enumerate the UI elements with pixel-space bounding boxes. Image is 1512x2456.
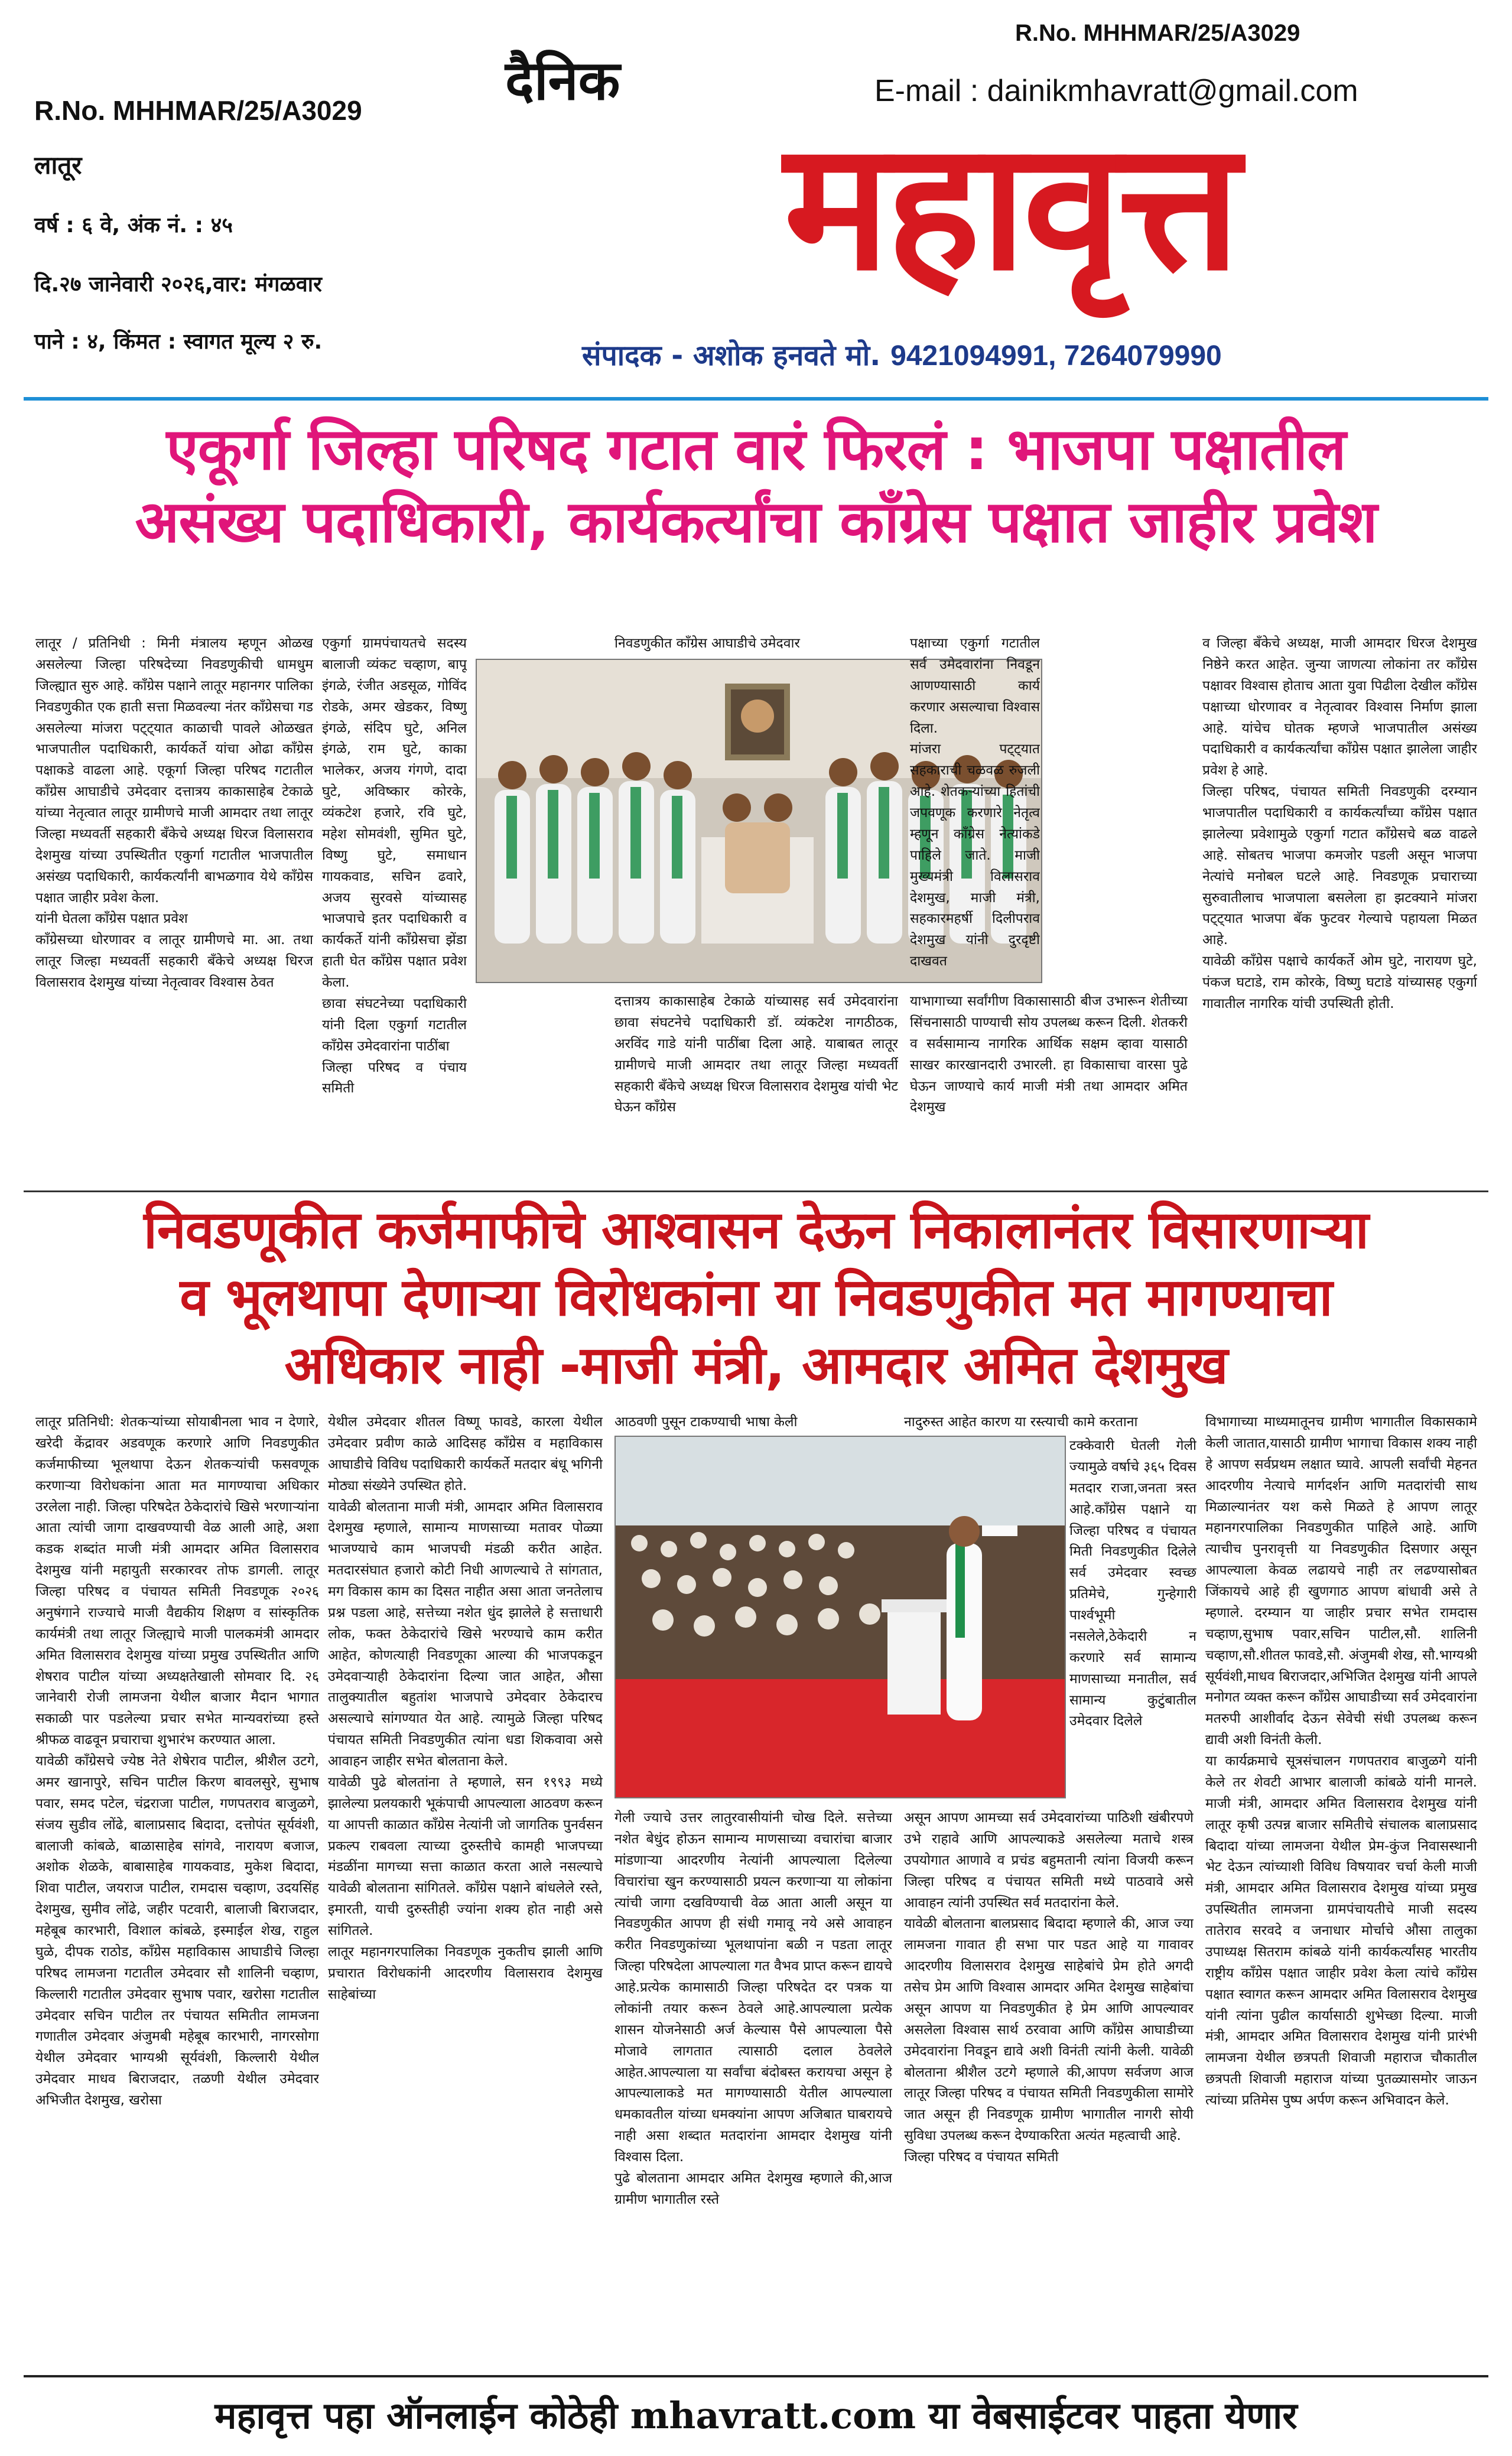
story2-column-4-top: नादुरुस्त आहेत कारण या रस्त्याची कामे करताना: [904, 1414, 1138, 1430]
rally-photo-illustration: [616, 1437, 1065, 1797]
story-divider: [24, 1190, 1488, 1192]
story1-column-3: दत्तात्रय काकासाहेब टेकाळे यांच्यासह सर्व उमेदवारांना छावा संघटनेचे पदाधिकारी डॉ. व्यंकटेश नागठीठक, अरविंद गाडे यांनी पाठींबा दिला आहे. याबाबत लातूर ग्रामीणचे माजी आमदार तथा लातूर जिल्हा मध्यवर्ती सहकारी बँकेचे अध्यक्ष धिरज विलासराव देशमुख यांची भेट घेऊन काँग्रेस: [614, 994, 898, 1115]
story2-headline-line3: अधिकार नाही -माजी मंत्री, आमदार अमित देशमुख: [284, 1334, 1228, 1395]
footer-website-banner: महावृत्त पहा ऑनलाईन कोठेही mhavratt.com या वेबसाईटवर पाहता येणार: [214, 2394, 1298, 2437]
story2-column-1: लातूर प्रतिनिधी: शेतकऱ्यांच्या सोयाबीनला भाव न देणारे, खरेदी केंद्रावर अडवणूक करणारे आणि निवडणुकीत कर्जमाफीच्या भूलथापा देऊन शेतकऱ्यांची फसवणूक करणाऱ्या विरोधकांना आता मत मागण्याचा अधिकार उरलेला नाही. जिल्हा परिषदेत ठेकेदारांचे खिसे भरणाऱ्यांना आता त्यांची जागा दाखवण्याची वेळ आली आहे, अशा कडक शब्दांत माजी मंत्री आमदार अमित विलासराव देशमुख यांनी महायुती सरकारवर तोफ डागली. लातूर जिल्हा परिषद व पंचायत समिती निवडणूक २०२६ अनुषंगाने राज्याचे माजी वैद्यकीय शिक्षण व सांस्कृतिक कार्यमंत्री तथा लातूर जिल्ह्याचे माजी पालकमंत्री आमदार अमित विलासराव देशमुख यांच्या प्रमुख उपस्थितीत आणि शेषराव पाटील यांच्या अध्यक्षतेखाली सोमवार दि. २६ जानेवारी रोजी लामजना येथील बाजार मैदान भागात सकाळी पार पडलेल्या प्रचार सभेत मान्यवरांच्या हस्ते श्रीफळ वाढवून प्रचाराचा शुभारंभ करण्यात आला. यावेळी काँग्रेसचे ज्येष्ठ नेते शेषेराव पाटील, श्रीशैल उटगे, अमर खानापुरे, सचिन पाटील किरण बावलसुरे, सुभाष पवार, समद पटेल, चंद्रराजा पाटील, गणपतराव बाजुळगे, संजय सुडीव लोंढे, बालाप्रसाद बिदादा, दत्तोपंत सूर्यवंशी, बालाजी कांबळे, बाळासाहेब सांगवे, नारायण बजाज, अशोक शेळके, बाबासाहेब गायकवाड, मुकेश बिदादा, शिवा पाटील, जयराज पाटील, रामदास चव्हाण, उदयसिंह देशमुख, सुमीव लोंढे, जहीर पटवारी, बालाजी बिराजदार, महेबूब कारभारी, विशाल कांबळे, इस्माईल शेख, राहुल घुळे, दीपक राठोड, काँग्रेस महाविकास आघाडीचे जिल्हा परिषद लामजना गटातील उमेदवार सौ शालिनी चव्हाण, किल्लारी गटातील उमेदवार सुभाष पवार, खरोसा गटातील उमेदवार सचिन पाटील तर पंचायत समितीत लामजना गणातील उमेदवार अंजुमबी महेबूब कारभारी, नागरसोगा येथील उमेदवार भाग्यश्री सूर्यवंशी, किल्लारी येथील उमेदवार माधव बिराजदार, तळणी येथील उमेदवार अभिजीत देशमुख, खरोसा: [35, 1414, 319, 2108]
volume-issue: वर्ष : ६ वे, अंक नं. : ४५: [34, 213, 233, 238]
story2-column-3-top: आठवणी पुसून टाकण्याची भाषा केली: [614, 1414, 798, 1430]
story2-column-5: विभागाच्या माध्यमातूनच ग्रामीण भागातील विकासकामे केली जातात,यासाठी ग्रामीण भागाचा विकास शक्य नाही हे आपण सर्वप्रथम लक्षात घ्यावे. आपली सर्वांची मेहनत आदरणीय नेत्याचे मार्गदर्शन आणि मतदारांची साथ मिळाल्यानंतर यश कसे मिळते हे आपण लातूर महानगरपालिका निवडणुकीत पाहिले आहे. आणि त्याचीच पुनरावृत्ती या निवडणुकीत दिसणार असून आपल्याला केवळ लढायचे नाही तर लढण्यासोबत जिंकायचे आहे ही खुणगाठ आपण बांधावी असे ते म्हणाले. दरम्यान या जाहीर प्रचार सभेत रामदास चव्हाण,सुभाष पवार,सचिन पाटील,सौ. शालिनी चव्हाण,सौ.शीतल फावडे,सौ. अंजुमबी शेख, सौ.भाग्यश्री सूर्यवंशी,माधव बिराजदार,अभिजित देशमुख यांनी आपले मनोगत व्यक्त करून काँग्रेस आघाडीच्या सर्व उमेदवारांना मतरुपी आशीर्वाद देऊन सेवेची संधी उपलब्ध करून द्यावी अशी विनंती केली. या कार्यक्रमाचे सूत्रसंचालन गणपतराव बाजुळगे यांनी केले तर शेवटी आभार बालाजी कांबळे यांनी मानले. माजी मंत्री, आमदार अमित विलासराव देशमुख यांनी लातूर कृषी उत्पन्न बाजार समितीचे संचालक बालाप्रसाद बिदादा यांच्या लामजना येथील प्रेम-कुंज निवासस्थानी भेट देऊन त्यांच्याशी विविध विषयावर चर्चा केली माजी मंत्री, आमदार अमित विलासराव देशमुख यांच्या प्रमुख उपस्थितीत लामजना ग्रामपंचायतीचे माजी सदस्य तातेराव सरवदे व जनाधार मोर्चाचे औसा तालुका उपाध्यक्ष सितराम कांबळे यांनी कार्यकर्त्यांसह भारतीय राष्ट्रीय काँग्रेस पक्षात जाहीर प्रवेश केला त्यांचे काँग्रेस पक्षात स्वागत करून आमदार अमित विलासराव देशमुख यांनी त्यांना पुढील कार्यासाठी शुभेच्छा दिल्या. माजी मंत्री, आमदार अमित विलासराव देशमुख यांनी प्रारंभी लामजना येथील छत्रपती शिवाजी महाराज चौकातील छत्रपती शिवाजी महाराज यांच्या पुतळ्यासमोर जाऊन त्यांच्या प्रतिमेस पुष्प अर्पण करून अभिवादन केले.: [1205, 1414, 1477, 2108]
email-address[interactable]: E-mail : dainikmhavratt@gmail.com: [874, 74, 1358, 108]
story2-headline-line1: निवडणूकीत कर्जमाफीचे आश्वासन देऊन निकालानंतर विसारणाऱ्या: [144, 1199, 1368, 1260]
story2-column-3: गेली ज्याचे उत्तर लातुरवासीयांनी चोख दिले. सत्तेच्या नशेत बेधुंद होऊन सामान्य माणसाच्या वचारांचा बाजार मांडणाऱ्या आदरणीय नेत्यांनी आपल्याला दिलेल्या विचारांचा खुन करण्यासाठी प्रयत्न करणाऱ्या या लोकांना त्यांची जागा दखविण्याची वेळ आता आली असून या निवडणुकीत आपण ही संधी गमावू नये असे आवाहन करीत निवडणुकांच्या भूलथापांना बळी न पडता लातूर जिल्हा परिषदेला आपल्याला गत वैभव प्राप्त करून द्यायचे आहे.प्रत्येक कामासाठी जिल्हा परिषदेत दर पत्रक या लोकांनी तयार करून ठेवले आहे.आपल्याला प्रत्येक शासन योजनेसाठी अर्ज केल्यास पैसे आपल्याला पैसे मोजावे लागतात त्यासाठी दलाल ठेवलेले आहेत.आपल्याला या सर्वांचा बंदोबस्त करायचा असून हे आपल्यालाकडे मत मागण्यासाठी येतील आपल्याला धमकावतील यांच्या धमक्यांना आपण अजिबात घाबरायचे नाही असा शब्दात मतदारांना आमदार देशमुख यांनी विश्वास दिला. पुढे बोलताना आमदार अमित देशमुख म्हणाले की,आज ग्रामीण भागातील रस्ते: [614, 1810, 892, 2207]
issue-date: दि.२७ जानेवारी २०२६,वार: मंगळवार: [34, 272, 322, 297]
story1-column-2: एकुर्गा ग्रामपंचायतचे सदस्य बालाजी व्यंकट चव्हाण, बापू इंगळे, रंजीत अडसूळ, गोविंद रोडके, अमर खेडकर, विष्णु इंगळे, संदिप घुटे, अनिल इंगळे, राम घुटे, काका भालेकर, अजय गंगणे, दादा घुटे, अविष्कार कोरके, व्यंकटेश हजारे, रवि घुटे, महेश सोमवंशी, सुमित घुटे, विष्णु घुटे, समाधान गायकवाड, सचिन ढवारे, अजय सुरवसे यांच्यासह भाजपाचे इतर पदाधिकारी व कार्यकर्ते यांनी काँग्रेसचा झेंडा हाती घेत काँग्रेस पक्षात प्रवेश केला. छावा संघटनेच्या पदाधिकारी यांनी दिला एकुर्गा गटातील काँग्रेस उमेदवारांना पाठींबा जिल्हा परिषद व पंचाय समिती: [322, 636, 467, 1097]
story1-column-3-top: निवडणुकीत काँग्रेस आघाडीचे उमेदवार: [614, 636, 800, 651]
footer-divider: [24, 2375, 1488, 2377]
story1-headline-line1: एकूर्गा जिल्हा परिषद गटात वारं फिरलं : भाजपा पक्षातील: [166, 416, 1346, 483]
story1-column-5: व जिल्हा बँकेचे अध्यक्ष, माजी आमदार धिरज देशमुख निष्ठेने करत आहेत. जुन्या जाणत्या लोकांना तर काँग्रेस पक्षावर विश्वास होताच आता युवा पिढीला देखील काँग्रेस पक्षाच्या धोरणावर व नेतृत्वावर विश्वास निर्माण झाला आहे. यांचेच घोतक म्हणजे भाजपातील असंख्य पदाधिकारी व कार्यकर्त्यांचा काँग्रेस पक्षात झालेला जाहीर प्रवेश हे आहे. जिल्हा परिषद, पंचायत समिती निवडणुकी दरम्यान भाजपातील पदाधिकारी व कार्यकर्त्यांच्या काँग्रेस पक्षात झालेल्या प्रवेशामुळे एकुर्गा गटात काँग्रेसचे बळ वाढले आहे. सोबतच भाजपा कमजोर पडली असून भाजपा नेत्यांचे मनोबल घटले आहे. निवडणूक प्रचाराच्या सुरुवातीलाच भाजपाला बसलेला हा झटक्याने मांजरा पट्ट्यात भाजपा बॅक फुटवर गेल्याचे पहायला मिळत आहे. यावेळी काँग्रेस पक्षाचे कार्यकर्ते ओम घुटे, नारायण घुटे, पंकज घटाडे, राम कोरके, विष्णु घटाडे यांच्यासह एकुर्गा गावातील नागरिक यांची उपस्थिती होती.: [1202, 636, 1477, 1011]
masthead-divider: [24, 397, 1488, 401]
story2-column-2: येथील उमेदवार शीतल विष्णू फावडे, कारला येथील उमेदवार प्रवीण काळे आदिसह काँग्रेस व महाविकास आघाडीचे विविध पदाधिकारी कार्यकर्ते मतदार बंधू भगिनी मोठ्या संख्येने उपस्थित होते. यावेळी बोलताना माजी मंत्री, आमदार अमित विलासराव देशमुख म्हणाले, सामान्य माणसाच्या मतावर पोळ्या भाजण्याचे काम भाजपची मंडळी करीत आहेत. मतदारसंघात हजारो कोटी निधी आणल्याचे ते सांगतात, मग विकास काम का दिसत नाहीत असा आता जनतेलाच प्रश्न पडला आहे, सत्तेच्या नशेत धुंद झालेले हे सत्ताधारी लोक, फक्त ठेकेदारांचे खिसे भरण्याचे काम करीत आहेत, कोणत्याही निवडणूका आल्या की भाजपकडून उमेदवाऱ्याही ठेकेदारांना दिल्या जात आहेत, औसा तालुक्यातील बहुतांश भाजपाचे उमेदवार ठेकेदारच असल्याचे सांगण्यात येत आहे. त्यामुळे जिल्हा परिषद पंचायत समिती निवडणुकीत त्यांना धडा शिकवावा असे आवाहन जाहीर सभेत बोलताना केले. यावेळी पुढे बोलतांना ते म्हणाले, सन १९९३ मध्ये झालेल्या प्रलयकारी भूकंपाची आपल्याला आठवण करून या आपत्ती काळात काँग्रेस नेत्यांनी जो जागतिक पुनर्वसन प्रकल्प राबवला त्याच्या दुरुस्तीचे कामही भाजपच्या मंडळींना मागच्या सत्ता काळात करता आले नसल्याचे यावेळी बोलताना सांगितले. काँग्रेस पक्षाने बांधलेले रस्ते, इमारती, याची दुरुस्तीही ज्यांना शक्य होत नाही असे सांगितले. लातूर महानगरपालिका निवडणूक नुकतीच झाली आणि प्रचारात विरोधकांनी आदरणीय विलासराव देशमुख साहेबांच्या: [328, 1414, 603, 2002]
dainik-label: दैनिक: [505, 49, 620, 112]
story1-column-4-bottom: याभागाच्या सर्वांगीण विकासासाठी बीज उभारून शेतीच्या सिंचनासाठी पाण्याची सोय उपलब्ध करून दिली. शेतकरी व सर्वसामान्य नागरिक आर्थिक सक्षम व्हावा यासाठी साखर कारखानदारी उभारली. हा विकासाचा वारसा पुढे घेऊन जाण्याचे कार्य माजी मंत्री तथा आमदार अमित देशमुख: [910, 994, 1188, 1115]
story2-rally-photo: [614, 1436, 1066, 1798]
story2-column-4: असून आपण आमच्या सर्व उमेदवारांच्या पाठिशी खंबीरपणे उभे राहावे आणि आपल्याकडे असलेल्या मताचे शस्त्र उपयोगात आणावे व प्रचंड बहुमतानी त्यांना विजयी करून जिल्हा परिषद व पंचायत समिती मध्ये पाठवावे असे आवाहन त्यांनी उपस्थित सर्व मतदारांना केले. यावेळी बोलताना बालप्रसाद बिदादा म्हणाले की, आज ज्या लामजना गावात ही सभा पार पडत आहे या गावावर आदरणीय विलासराव देशमुख साहेबांचे प्रेम होते अगदी तसेच प्रेम आणि विश्वास आमदार अमित देशमुख साहेबांचा असून आपण या निवडणुकीत हे प्रेम आणि आपल्यावर असलेला विश्वास सार्थ ठरवावा आणि काँग्रेस आघाडीच्या उमेदवारांना निवडून द्यावे अशी विनंती त्यांनी केली. यावेळी बोलताना श्रीशैल उटगे म्हणाले की,आपण सर्वजण आज लातूर जिल्हा परिषद व पंचायत समिती निवडणुकीला सामोरे जात असून ही निवडणूक ग्रामीण भागातील नागरी सोयी सुविधा उपलब्ध करून देण्याकरिता अत्यंत महत्वाची आहे. जिल्हा परिषद व पंचायत समिती: [904, 1810, 1194, 2165]
story2-column-4-side: टक्केवारी घेतली गेली ज्यामुळे वर्षाचे ३६५ दिवस मतदार राजा,जनता त्रस्त आहे.काँग्रेस पक्षाने या जिल्हा परिषद व पंचायत मिती निवडणुकीत दिलेले सर्व उमेदवार स्वच्छ प्रतिमेचे, गुन्हेगारी पार्श्वभूमी नसलेले,ठेकेदारी न करणारे सर्व सामान्य माणसाच्या मनातील, सर्व सामान्य कुटुंबातील उमेदवार दिलेले: [1069, 1438, 1196, 1729]
story1-column-1: लातूर / प्रतिनिधी : मिनी मंत्रालय म्हणून ओळख असलेल्या जिल्हा परिषदेच्या निवडणुकीची धामधुम जिल्ह्यात सुरु आहे. काँग्रेस पक्षाने लातूर महानगर पालिका निवडणुकीत एक हाती सत्ता मिळवल्या नंतर काँग्रेसचा गड असलेल्या मांजरा पट्ट्यात काळाची पावले ओळखत भाजपातील पदाधिकारी, कार्यकर्ते यांचा ओढा काँग्रेस पक्षाकडे वाढला आहे. एकूर्गा जिल्हा परिषद गटातील काँग्रेस आघाडीचे उमेदवार दत्तात्रय काकासाहेब टेकाळे यांच्या नेतृत्वात लातूर ग्रामीणचे माजी आमदार तथा लातूर जिल्हा मध्यवर्ती सहकारी बँकेचे अध्यक्ष धिरज विलासराव देशमुख यांच्या उपस्थितीत एकुर्गा गटातील भाजपातील असंख्य पदाधिकारी, कार्यकर्त्यांनी बाभळगाव येथे काँग्रेस पक्षात जाहीर प्रवेश केला. यांनी घेतला काँग्रेस पक्षात प्रवेश काँग्रेसच्या धोरणावर व लातूर ग्रामीणचे मा. आ. तथा लातूर जिल्हा मध्यवर्ती सहकारी बँकेचे अध्यक्ष धिरज विलासराव देशमुख यांच्या नेतृत्वावर विश्वास ठेवत: [35, 636, 313, 990]
story1-headline: [24, 414, 1488, 558]
story1-headline-line2: असंख्य पदाधिकारी, कार्यकर्त्यांचा काँग्रेस पक्षात जाहीर प्रवेश: [135, 488, 1377, 556]
registration-number-top: R.No. MHHMAR/25/A3029: [1015, 20, 1300, 46]
editor-label: संपादक - अशोक हनवते मो.: [582, 339, 881, 372]
pages-price: पाने : ४, किंमत : स्वागत मूल्य २ रु.: [34, 330, 323, 354]
city: लातूर: [34, 151, 82, 180]
newspaper-title: महावृत्त: [783, 103, 1237, 310]
story2-headline-line2: व भूलथापा देणाऱ्या विरोधकांना या निवडणुकीत मत मागण्याचा: [180, 1267, 1332, 1328]
editor-phone: 9421094991, 7264079990: [890, 340, 1222, 372]
editor-line: [582, 336, 1222, 374]
registration-number-left: R.No. MHHMAR/25/A3029: [34, 95, 362, 126]
story2-headline: [24, 1196, 1488, 1399]
story1-column-4: पक्षाच्या एकुर्गा गटातील सर्व उमेदवारांना निवडून आणण्यासाठी कार्य करणार असल्याचा विश्वास दिला. मांजरा पट्ट्यात सहकाराची चळवळ रुजली आहे. शेतकऱ्यांच्या हितांची जपवणूक करणारे नेतृत्व म्हणून काँग्रेस नेत्यांकडे पाहिले जाते. माजी मुख्यमंत्री विलासराव देशमुख, माजी मंत्री, सहकारमहर्षी दिलीपराव देशमुख यांनी दुरदृष्टी दाखवत: [910, 636, 1040, 970]
